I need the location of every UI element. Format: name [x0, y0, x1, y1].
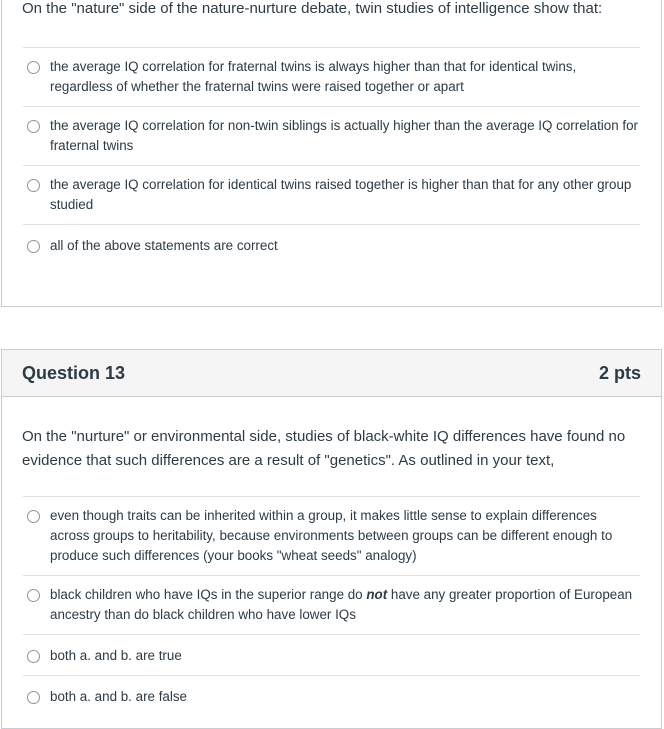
radio-button[interactable]	[27, 240, 40, 253]
answer-label: all of the above statements are correct	[50, 238, 278, 253]
question-points: 2 pts	[598, 362, 641, 383]
radio-button[interactable]	[27, 589, 40, 602]
radio-button[interactable]	[27, 120, 40, 133]
question-13-card	[1, 349, 662, 729]
question-12-text: On the "nature" side of the nature-nurture debate, twin studies of intelligence show that:	[22, 0, 603, 17]
answer-label-after: have any greater proportion of European ancestry than do black children who have lower IQs	[50, 587, 633, 622]
answer-option[interactable]	[23, 165, 640, 224]
answer-label-emphasis: not	[366, 587, 388, 602]
answer-label: even though traits can be inherited within a group, it makes little sense to explain differences across groups to heritability, because environments between groups can be different enough to produce such differences (your books "wheat seeds" analogy)	[50, 508, 613, 563]
answer-option[interactable]	[23, 575, 640, 634]
answer-option[interactable]	[23, 47, 640, 106]
question-12-answers	[23, 47, 640, 265]
radio-button[interactable]	[27, 650, 40, 663]
answer-label: both a. and b. are false	[50, 689, 187, 704]
answer-label-before: black children who have IQs in the superior range do	[50, 587, 367, 602]
question-13-text: On the "nurture" or environmental side, studies of black-white IQ differences have found no evidence that such differences are a result of "genetics". As outlined in your text,	[22, 428, 626, 469]
radio-button[interactable]	[27, 691, 40, 704]
radio-button[interactable]	[27, 179, 40, 192]
answer-label: the average IQ correlation for non-twin siblings is actually higher than the average IQ correlation for fraternal twins	[50, 118, 639, 153]
answer-option[interactable]	[23, 224, 640, 265]
question-header	[2, 350, 661, 397]
answer-option[interactable]	[23, 496, 640, 575]
question-title: Question 13	[22, 362, 126, 383]
answer-option[interactable]	[23, 675, 640, 716]
answer-label: both a. and b. are true	[50, 648, 182, 663]
answer-option[interactable]	[23, 106, 640, 165]
radio-button[interactable]	[27, 61, 40, 74]
answer-label: the average IQ correlation for fraternal twins is always higher than that for identical twins, regardless of whether the fraternal twins were raised together or apart	[50, 59, 577, 94]
question-12-card	[1, 0, 662, 307]
question-13-answers	[23, 496, 640, 716]
answer-label	[50, 585, 640, 625]
answer-label: the average IQ correlation for identical twins raised together is higher than that for any other group studied	[50, 177, 632, 212]
answer-option[interactable]	[23, 634, 640, 675]
radio-button[interactable]	[27, 510, 40, 523]
